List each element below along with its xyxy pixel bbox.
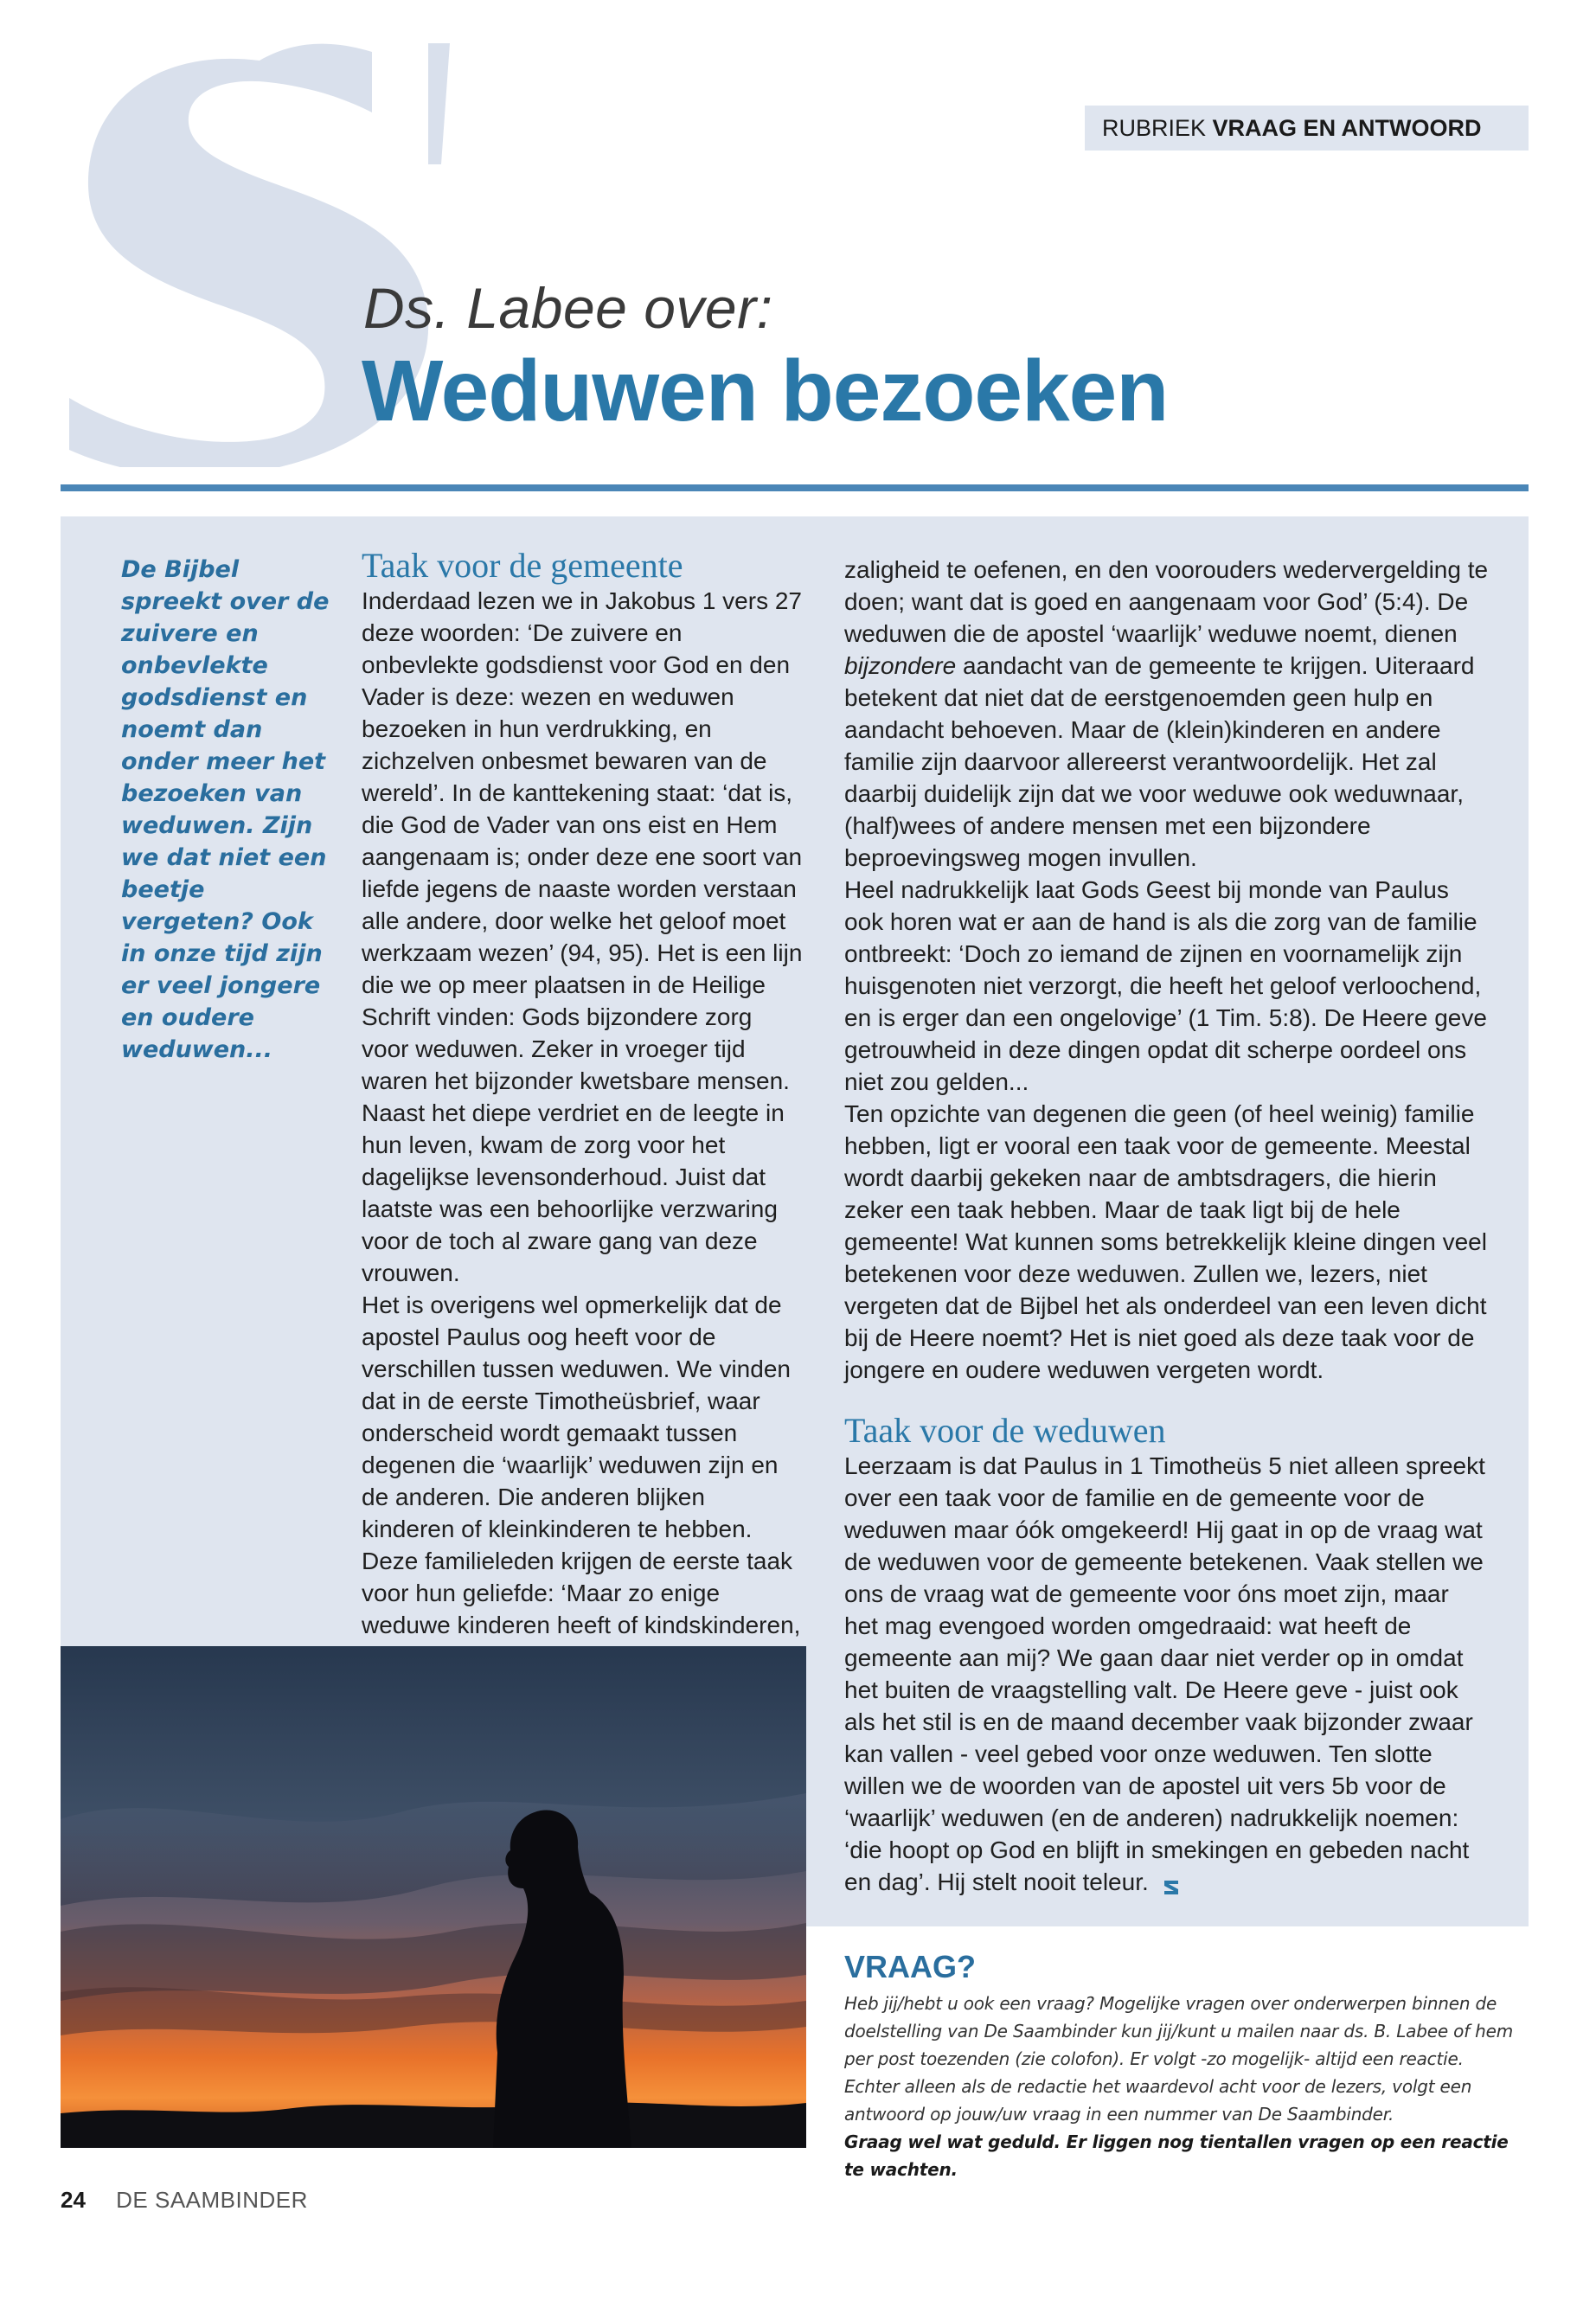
section-label-name: VRAAG EN ANTWOORD [1212, 115, 1482, 141]
paragraph-text: aandacht van de gemeente te krijgen. Uiteraard betekent dat niet dat de eerstgenoemden geen hulp en aandacht behoeven. Maar de (klein)kinderen en andere familie zijn daarvoor allereerst verantwoordelijk. Het zal daarbij duidelijk zijn dat we voor weduwe ook weduwnaar, (half)wees of andere mensen met een bijzondere beproevingsweg mogen invullen. [844, 652, 1475, 871]
question-box-title: VRAAG? [844, 1949, 976, 1984]
section-label [1085, 106, 1529, 151]
subheading-taak-weduwen: Taak voor de weduwen [844, 1411, 1166, 1450]
title-divider [61, 484, 1529, 491]
page-footer [61, 2187, 308, 2214]
saambinder-s-logo-icon [1161, 1874, 1182, 1894]
paragraph [844, 1450, 1489, 1898]
magazine-name: DE SAAMBINDER [116, 2187, 308, 2213]
intro-text: De Bijbel spreekt over de zuivere en onbevlekte godsdienst en noemt dan onder meer het bezoeken van weduwen. Zijn we dat niet een beetje vergeten? Ook in onze tijd zijn er veel jongere en oudere weduwen... [121, 556, 330, 1063]
paragraph: Heel nadrukkelijk laat Gods Geest bij monde van Paulus ook horen wat er aan de hand is als die zorg van de familie ontbreekt: ‘Doch zo iemand de zijnen en voornamelijk zijn huisgenoten niet verzorgt, die heeft het geloof verloochend, en is erger dan een ongelovige’ (1 Tim. 5:8). De Heere geve getrouwheid in deze dingen opdat dit scherpe oordeel ons niet zou gelden... [844, 876, 1487, 1095]
subheading-taak-gemeente: Taak voor de gemeente [362, 546, 683, 585]
question-box-line: Echter alleen als de redactie het waardevol acht voor de lezers, volgt een antwoord op jouw/uw vraag in een nummer van De Saambinder. [844, 2076, 1472, 2125]
question-box-note: Graag wel wat geduld. Er liggen nog tientallen vragen op een reactie te wachten. [844, 2131, 1509, 2180]
article-column-1 [362, 547, 803, 1705]
question-box-body [844, 1990, 1532, 2183]
paragraph-text: Leerzaam is dat Paulus in 1 Timotheüs 5 niet alleen spreekt over een taak voor de familie en de gemeente voor de weduwen maar óók omgekeerd! Hij gaat in op de vraag wat de weduwen voor de gemeente betekenen. Vaak stellen we ons de vraag wat de gemeente voor óns moet zijn, maar het mag evengoed worden omgedraaid: wat heeft de gemeente aan mij? We gaan daar niet verder op in omdat het buiten de vraagstelling valt. De Heere geve - juist ook als het stil is en de maand december vaak bijzonder zwaar kan vallen - veel gebed voor onze weduwen. Ten slotte willen we de woorden van de apostel uit vers 5b voor de ‘waarlijk’ weduwen (en de anderen) nadrukkelijk noemen: ‘die hoopt op God en blijft in smekingen en gebeden nacht en dag’. Hij stelt nooit teleur. [844, 1452, 1485, 1895]
page-title: Weduwen bezoeken [362, 343, 1169, 439]
emphasis: bijzondere [844, 652, 957, 679]
page-number: 24 [61, 2187, 86, 2213]
paragraph: Ten opzichte van degenen die geen (of heel weinig) familie hebben, ligt er vooral een taak voor de gemeente. Meestal wordt daarbij gekeken naar de ambtsdragers, die hierin zeker een taak hebben. Maar de taak ligt bij de hele gemeente! Wat kunnen soms betrekkelijk kleine dingen veel betekenen voor deze weduwen. Zullen we, lezers, niet vergeten dat de Bijbel het als onderdeel van een leven dicht bij de Heere noemt? Het is niet goed als deze taak voor de jongere en oudere weduwen vergeten wordt. [844, 1100, 1487, 1383]
article-column-2 [844, 554, 1489, 1898]
question-box-line: Heb jij/hebt u ook een vraag? Mogelijke vragen over onderwerpen binnen de doelstelling van De Saambinder kun jij/kunt u mailen naar ds. B. Labee of hem per post toezenden (zie colofon). Er volgt -zo mogelijk- altijd een reactie. [844, 1993, 1513, 2069]
question-box [844, 1948, 1532, 2183]
title-author-line: Ds. Labee over: [363, 276, 773, 340]
paragraph [844, 554, 1489, 874]
paragraph: Inderdaad lezen we in Jakobus 1 vers 27 deze woorden: ‘De zuivere en onbevlekte godsdienst voor God en den Vader is deze: wezen en weduwen bezoeken in hun verdrukking, en zichzelven onbesmet bewaren van de wereld’. In de kanttekening staat: ‘dat is, die God de Vader van ons eist en Hem aangenaam is; onder deze ene soort van liefde jegens de naaste worden verstaan alle andere, door welke het geloof moet werkzaam wezen’ (94, 95). Het is een lijn die we op meer plaatsen in de Heilige Schrift vinden: Gods bijzondere zorg voor weduwen. Zeker in vroeger tijd waren het bijzonder kwetsbare mensen. Naast het diepe verdriet en de leegte in hun leven, kwam de zorg voor het dagelijkse levensonderhoud. Juist dat laatste was een behoorlijke verzwaring voor de toch al zware gang van deze vrouwen. [362, 587, 803, 1286]
paragraph: Het is overigens wel opmerkelijk dat de apostel Paulus oog heeft voor de verschillen tussen weduwen. We vinden dat in de eerste Timotheüsbrief, waar onderscheid wordt gemaakt tussen degenen die ‘waarlijk’ weduwen zijn en de anderen. Die anderen blijken kinderen of kleinkinderen te hebben. Deze familieleden krijgen de eerste taak voor hun geliefde: ‘Maar zo enige weduwe kinderen heeft of kindskinderen, [362, 1292, 801, 1638]
section-label-prefix: RUBRIEK [1102, 115, 1207, 141]
sunset-silhouette-photo [61, 1646, 806, 2148]
paragraph-text: zaligheid te oefenen, en den voorouders wedervergelding te doen; want dat is goed en aangenaam voor God’ (5:4). De weduwen die de apostel ‘waarlijk’ weduwe noemt, dienen [844, 556, 1489, 647]
